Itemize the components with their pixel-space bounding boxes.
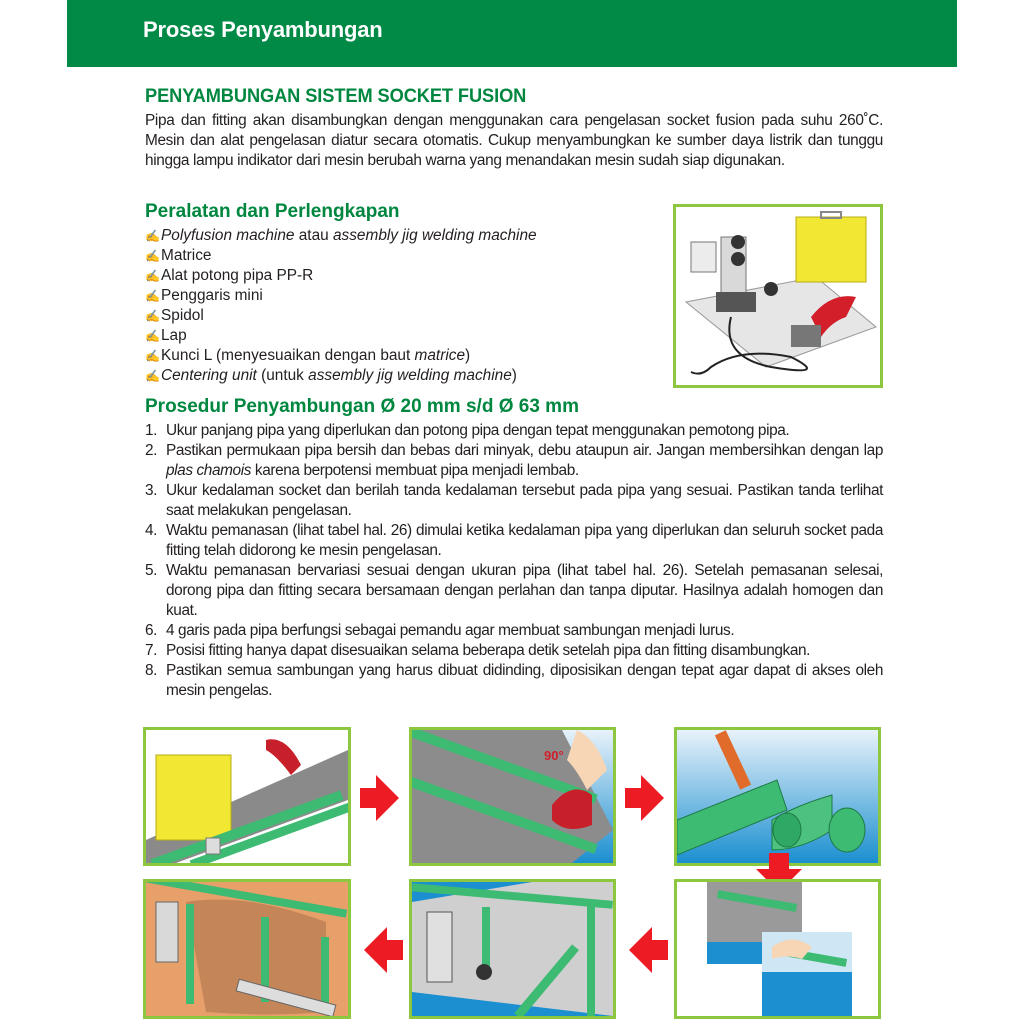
step-number: 6.: [145, 622, 158, 639]
text-run: assembly jig welding machine: [308, 367, 512, 384]
equipment-item: [145, 266, 665, 286]
procedure-step: [145, 561, 883, 621]
step-number: 7.: [145, 642, 158, 659]
text-run: ): [511, 367, 517, 384]
text-run: 4 garis pada pipa berfungsi sebagai pemandu agar membuat sambungan menjadi lurus.: [166, 622, 735, 639]
text-run: Ukur kedalaman socket dan berilah tanda kedalaman tersebut pada pipa yang sesuai. Pastikan tanda terlihat saat melakukan pengelasan.: [166, 482, 883, 519]
text-run: ): [465, 347, 471, 364]
text-run: Polyfusion machine: [161, 227, 295, 244]
equipment-item: [145, 226, 665, 246]
arrow-left-icon: [628, 927, 668, 978]
arrow-right-icon: [360, 775, 400, 826]
intro-section: [145, 86, 883, 171]
procedure-step: [145, 421, 883, 441]
text-run: Alat potong pipa PP-R: [161, 267, 314, 284]
equipment-item: [145, 346, 665, 366]
text-run: Penggaris mini: [161, 287, 263, 304]
equipment-item: [145, 286, 665, 306]
procedure-steps: [145, 421, 883, 701]
step-number: 5.: [145, 562, 158, 579]
writing-hand-icon: ✍: [145, 349, 160, 363]
equipment-item: [145, 306, 665, 326]
procedure-step: [145, 441, 883, 481]
step-number: 8.: [145, 662, 158, 679]
step-image-cutting-90: [409, 727, 616, 866]
writing-hand-icon: ✍: [145, 229, 160, 243]
step-image-joining: [674, 879, 881, 1019]
step-number: 2.: [145, 442, 158, 459]
text-run: (untuk: [256, 367, 309, 384]
arrow-right-icon: [625, 775, 665, 826]
page-title: Proses Penyambungan: [143, 17, 383, 42]
text-run: Lap: [161, 327, 187, 344]
step-image-cutting-setup: [143, 727, 351, 866]
section-heading: PENYAMBUNGAN SISTEM SOCKET FUSION: [145, 86, 527, 107]
procedure-section: [145, 396, 883, 701]
text-run: Waktu pemanasan bervariasi sesuai dengan ukuran pipa (lihat tabel hal. 26). Setelah pemasanan selesai, dorong pipa dan fitting secara bersamaan dengan perlahan dan tanpa diputar. Hasilnya adalah homogen dan kuat.: [166, 562, 883, 619]
equipment-list: [145, 226, 665, 386]
procedure-heading: Prosedur Penyambungan Ø 20 mm s/d Ø 63 mm: [145, 396, 579, 417]
procedure-step: [145, 621, 883, 641]
procedure-step: [145, 641, 883, 661]
equipment-item: [145, 246, 665, 266]
arrow-left-icon: [363, 927, 403, 978]
writing-hand-icon: ✍: [145, 269, 160, 283]
text-run: matrice: [414, 347, 466, 364]
text-run: Matrice: [161, 247, 212, 264]
procedure-step: [145, 661, 883, 701]
writing-hand-icon: ✍: [145, 249, 160, 263]
writing-hand-icon: ✍: [145, 289, 160, 303]
text-run: karena berpotensi membuat pipa menjadi lembab.: [251, 462, 579, 479]
text-run: assembly jig welding machine: [332, 227, 537, 244]
step-number: 1.: [145, 422, 158, 439]
step-image-wall-installation: [143, 879, 351, 1019]
writing-hand-icon: ✍: [145, 369, 160, 383]
step-number: 4.: [145, 522, 158, 539]
text-run: plas chamois: [166, 462, 252, 479]
text-run: Centering unit: [161, 367, 257, 384]
writing-hand-icon: ✍: [145, 329, 160, 343]
procedure-step: [145, 481, 883, 521]
equipment-item: [145, 366, 665, 386]
text-run: Kunci L (menyesuaikan dengan baut: [161, 347, 415, 364]
step-number: 3.: [145, 482, 158, 499]
step-image-marking: [674, 727, 881, 866]
writing-hand-icon: ✍: [145, 309, 160, 323]
procedure-step: [145, 521, 883, 561]
equipment-item: [145, 326, 665, 346]
step-image-jig-assembly: [409, 879, 616, 1019]
angle-label: 90°: [544, 748, 564, 763]
intro-paragraph: Pipa dan fitting akan disambungkan dengan menggunakan cara pengelasan socket fusion pada suhu 260˚C. Mesin dan alat pengelasan diatur secara otomatis. Cukup menyambungkan ke sumber daya listrik dan tunggu hingga lampu indikator dari mesin berubah warna yang menandakan mesin sudah siap digunakan.: [145, 112, 883, 169]
text-run: Waktu pemanasan (lihat tabel hal. 26) dimulai ketika kedalaman pipa yang diperlukan dan seluruh socket pada fitting telah didorong ke mesin pengelasan.: [166, 522, 883, 559]
equipment-heading: Peralatan dan Perlengkapan: [145, 201, 400, 222]
text-run: Pastikan permukaan pipa bersih dan bebas dari minyak, debu ataupun air. Jangan membersihkan dengan lap: [166, 442, 883, 459]
polyfusion-kit-image: [676, 207, 880, 385]
text-run: Ukur panjang pipa yang diperlukan dan potong pipa dengan tepat menggunakan pemotong pipa.: [166, 422, 790, 439]
equipment-illustration: [673, 204, 883, 388]
text-run: Posisi fitting hanya dapat disesuaikan selama beberapa detik setelah pipa dan fitting disambungkan.: [166, 642, 811, 659]
text-run: Spidol: [161, 307, 204, 324]
text-run: Pastikan semua sambungan yang harus dibuat didinding, diposisikan dengan tepat agar dapat di akses oleh mesin pengelas.: [166, 662, 883, 699]
page-header: [67, 0, 957, 67]
equipment-section: [145, 201, 665, 386]
text-run: atau: [294, 227, 333, 244]
